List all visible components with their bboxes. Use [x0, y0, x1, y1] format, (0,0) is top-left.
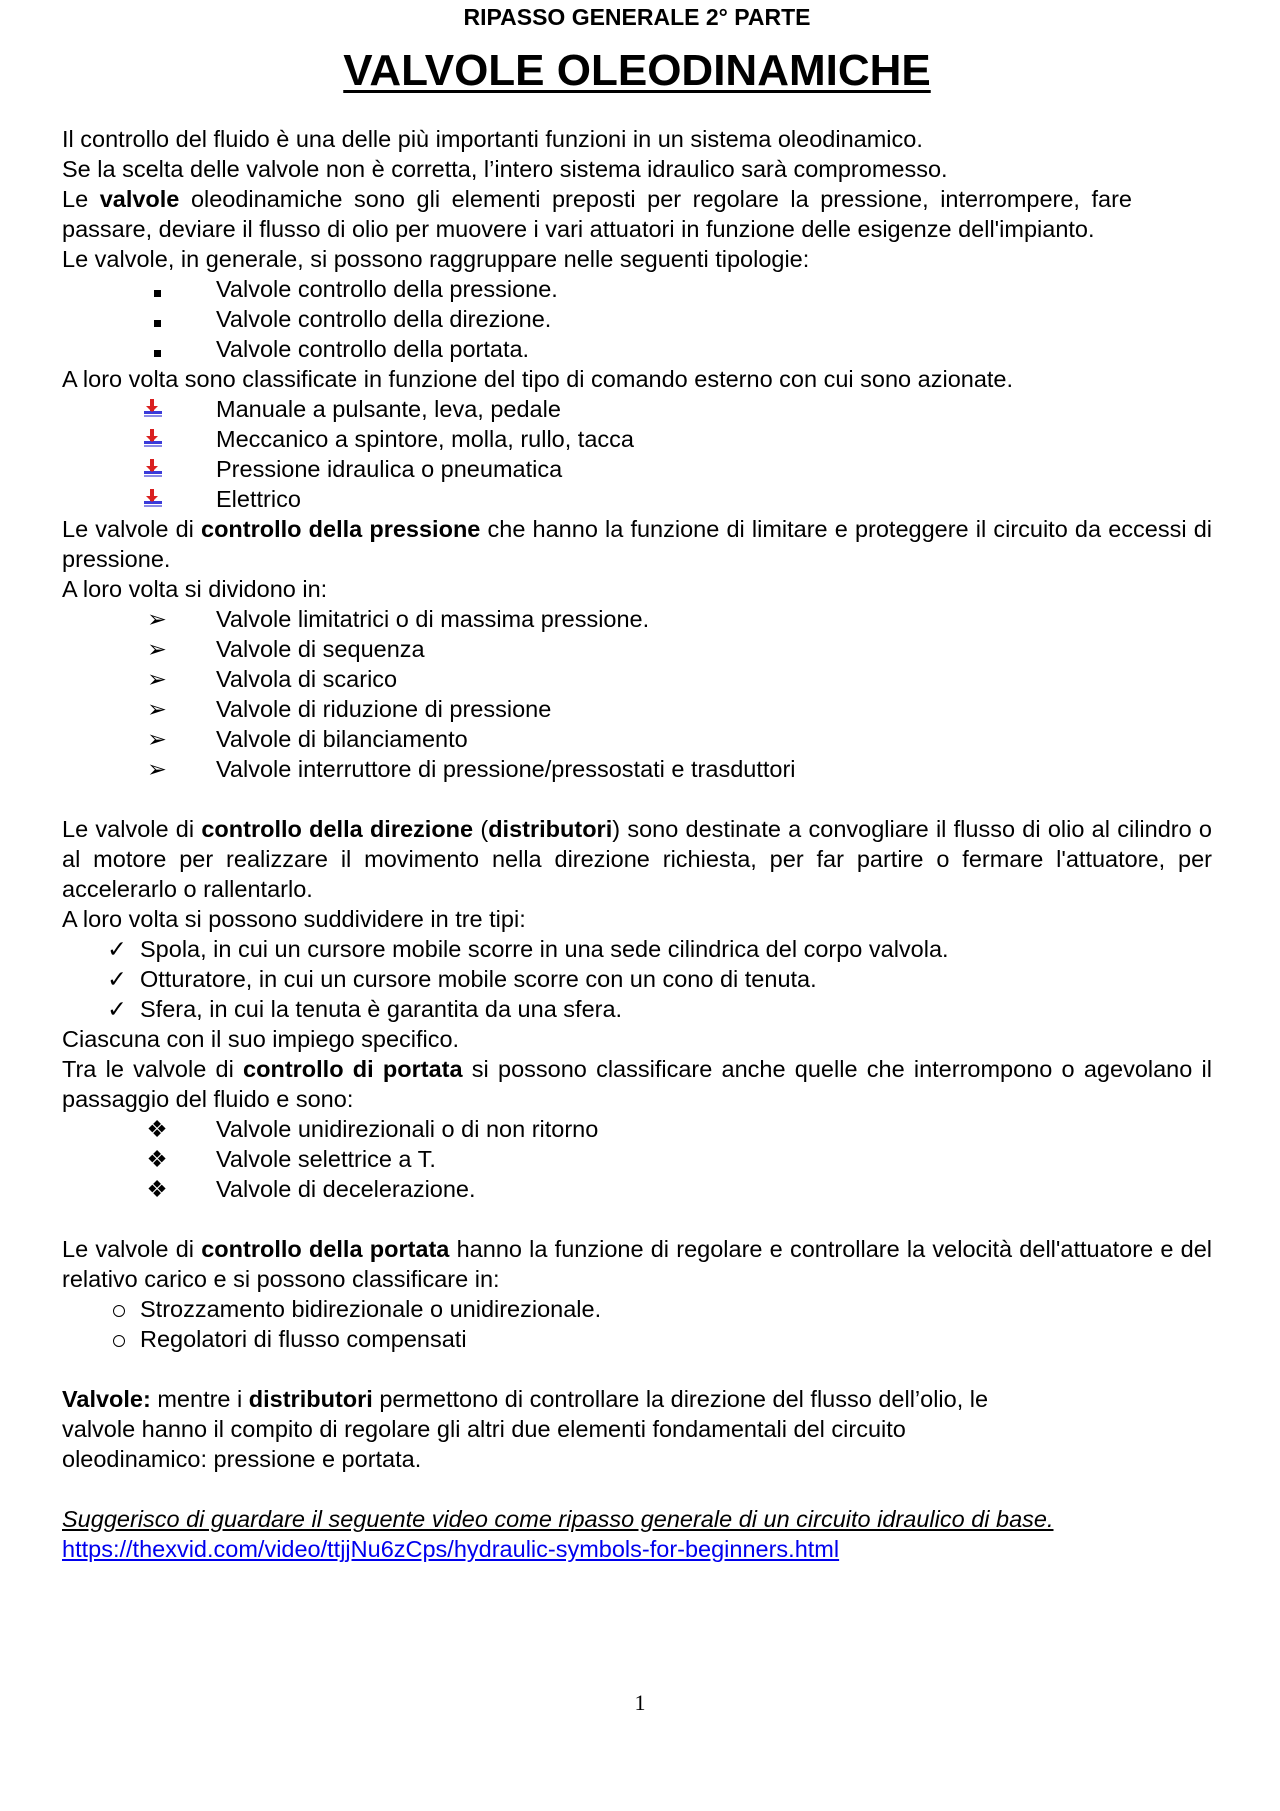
list-item-text: Manuale a pulsante, leva, pedale	[216, 396, 561, 422]
arrowhead-bullet-icon: ➢	[147, 666, 167, 692]
list-item-text: Valvole unidirezionali o di non ritorno	[216, 1116, 599, 1142]
direzione-ciascuna: Ciascuna con il suo impiego specifico.	[62, 1026, 460, 1052]
direzione-list	[62, 934, 1212, 1024]
list-item	[62, 964, 1212, 994]
list-item-text: Strozzamento bidirezionale o unidirezionale.	[140, 1296, 602, 1322]
text-span: hanno la funzione di regolare e controllare la velocità dell'attuatore e del relativo carico e si possono classificare in:	[62, 1236, 1212, 1292]
text-span: oleodinamiche sono gli elementi preposti per regolare la pressione, interrompere, fare passare, deviare il flusso di olio per muovere i vari attuatori in funzione delle esigenze dell'impianto.	[62, 186, 1132, 242]
portata-tra-paragraph	[62, 1054, 1212, 1114]
arrow-down-bullet-icon	[140, 488, 164, 510]
bold-term: controllo della pressione	[201, 516, 481, 542]
bold-term: controllo di portata	[243, 1056, 463, 1082]
text-span: Le valvole di	[62, 516, 201, 542]
video-suggestion: Suggerisco di guardare il seguente video come ripasso generale di un circuito idraulico di base.	[62, 1506, 1054, 1532]
video-link[interactable]: https://thexvid.com/video/ttjjNu6zCps/hydraulic-symbols-for-beginners.html	[62, 1536, 840, 1562]
list-item-text: Otturatore, in cui un cursore mobile scorre con un cono di tenuta.	[140, 966, 817, 992]
text-span: che hanno la funzione di limitare e proteggere il circuito da eccessi di pressione.	[62, 516, 1212, 572]
bold-term: distributori	[248, 1386, 373, 1412]
list-item-text: Elettrico	[216, 486, 301, 512]
bold-term: controllo della portata	[201, 1236, 450, 1262]
list-item	[62, 604, 1212, 634]
list-item	[62, 664, 1212, 694]
square-bullet-icon	[142, 274, 172, 304]
bold-term: valvole	[99, 186, 180, 212]
diamond-bullet-icon: ❖	[146, 1116, 168, 1142]
arrow-down-bullet-icon	[140, 398, 164, 420]
list-item-text: Valvola di scarico	[216, 666, 398, 692]
arrowhead-bullet-icon: ➢	[147, 696, 167, 722]
intro-line-1: Il controllo del fluido è una delle più importanti funzioni in un sistema oleodinamico.	[62, 126, 923, 152]
page-number: 1	[634, 1690, 646, 1715]
list-item	[62, 1144, 1212, 1174]
list-item	[62, 694, 1212, 724]
text-span: mentre i	[150, 1386, 249, 1412]
arrowhead-bullet-icon: ➢	[147, 726, 167, 752]
direzione-paragraph	[62, 814, 1212, 904]
list-item	[62, 754, 1212, 784]
list-item-text: Valvole di decelerazione.	[216, 1176, 476, 1202]
document-page	[62, 0, 1212, 1564]
list-item	[62, 304, 1212, 334]
list-item	[62, 994, 1212, 1024]
list-item	[62, 1294, 1212, 1324]
portata-paragraph	[62, 1234, 1212, 1294]
list-item	[62, 394, 1212, 424]
text-span: (	[473, 816, 489, 842]
portata-tra-list	[62, 1114, 1212, 1204]
pressione-paragraph	[62, 514, 1212, 574]
comando-intro: A loro volta sono classificate in funzione del tipo di comando esterno con cui sono azionate.	[62, 366, 1014, 392]
list-item-text: Meccanico a spintore, molla, rullo, tacca	[216, 426, 634, 452]
list-item	[62, 424, 1212, 454]
summary-line-2: valvole hanno il compito di regolare gli altri due elementi fondamentali del circuito	[62, 1416, 906, 1442]
list-item	[62, 934, 1212, 964]
list-item-text: Valvole controllo della direzione.	[216, 306, 552, 332]
list-item	[62, 1174, 1212, 1204]
text-span: ) sono destinate a convogliare il flusso di olio al cilindro o al motore per realizzare il movimento nella direzione richiesta, per far partire o fermare l'attuatore, per accelerarlo o rallentarlo.	[62, 816, 1212, 902]
list-item-text: Valvole di riduzione di pressione	[216, 696, 552, 722]
arrowhead-bullet-icon: ➢	[147, 606, 167, 632]
text-span: Tra le valvole di	[62, 1056, 244, 1082]
square-bullet-icon	[142, 334, 172, 364]
list-item-text: Valvole selettrice a T.	[216, 1146, 436, 1172]
list-item-text: Valvole controllo della portata.	[216, 336, 530, 362]
checkmark-bullet-icon: ✓	[107, 966, 127, 992]
intro-line-2: Se la scelta delle valvole non è corretta, l’intero sistema idraulico sarà compromesso.	[62, 156, 948, 182]
checkmark-bullet-icon: ✓	[107, 936, 127, 962]
summary-line-1	[62, 1384, 1212, 1414]
list-item-text: Valvole controllo della pressione.	[216, 276, 558, 302]
text-span: si possono classificare anche quelle che interrompono o agevolano il passaggio del fluido e sono:	[62, 1056, 1212, 1112]
list-item	[62, 274, 1212, 304]
list-item-text: Pressione idraulica o pneumatica	[216, 456, 563, 482]
tipologie-list	[62, 274, 1212, 364]
text-span: Le	[62, 186, 100, 212]
document-header: RIPASSO GENERALE 2° PARTE	[463, 4, 811, 30]
arrowhead-bullet-icon: ➢	[147, 636, 167, 662]
page-title: VALVOLE OLEODINAMICHE	[343, 46, 931, 95]
list-item-text: Valvole di sequenza	[216, 636, 425, 662]
list-item	[62, 634, 1212, 664]
checkmark-bullet-icon: ✓	[107, 996, 127, 1022]
diamond-bullet-icon: ❖	[146, 1146, 168, 1172]
list-item-text: Valvole limitatrici o di massima pressione.	[216, 606, 650, 632]
list-item-text: Regolatori di flusso compensati	[140, 1326, 467, 1352]
circle-bullet-icon	[112, 1324, 126, 1354]
circle-bullet-icon	[112, 1294, 126, 1324]
comando-list	[62, 394, 1212, 514]
pressione-divide: A loro volta si dividono in:	[62, 576, 328, 602]
portata-list	[62, 1294, 1212, 1354]
bold-term: distributori	[488, 816, 613, 842]
summary-line-3: oleodinamico: pressione e portata.	[62, 1446, 422, 1472]
list-item-text: Valvole interruttore di pressione/pressostati e trasduttori	[216, 756, 796, 782]
list-item-text: Spola, in cui un cursore mobile scorre in una sede cilindrica del corpo valvola.	[140, 936, 949, 962]
list-item	[62, 454, 1212, 484]
list-item-text: Valvole di bilanciamento	[216, 726, 468, 752]
list-item	[62, 334, 1212, 364]
arrowhead-bullet-icon: ➢	[147, 756, 167, 782]
bold-term: controllo della direzione	[201, 816, 474, 842]
list-item-text: Sfera, in cui la tenuta è garantita da una sfera.	[140, 996, 623, 1022]
tipologie-intro: Le valvole, in generale, si possono raggruppare nelle seguenti tipologie:	[62, 246, 810, 272]
pressione-list	[62, 604, 1212, 784]
list-item	[62, 1324, 1212, 1354]
square-bullet-icon	[142, 304, 172, 334]
arrow-down-bullet-icon	[140, 458, 164, 480]
intro-valvole-paragraph	[62, 184, 1132, 244]
text-span: Le valvole di	[62, 1236, 202, 1262]
diamond-bullet-icon: ❖	[146, 1176, 168, 1202]
list-item	[62, 724, 1212, 754]
list-item	[62, 1114, 1212, 1144]
text-span: permettono di controllare la direzione del flusso dell’olio, le	[372, 1386, 989, 1412]
bold-term: Valvole:	[62, 1386, 151, 1412]
text-span: Le valvole di	[62, 816, 202, 842]
direzione-suddividere: A loro volta si possono suddividere in tre tipi:	[62, 906, 526, 932]
list-item	[62, 484, 1212, 514]
arrow-down-bullet-icon	[140, 428, 164, 450]
